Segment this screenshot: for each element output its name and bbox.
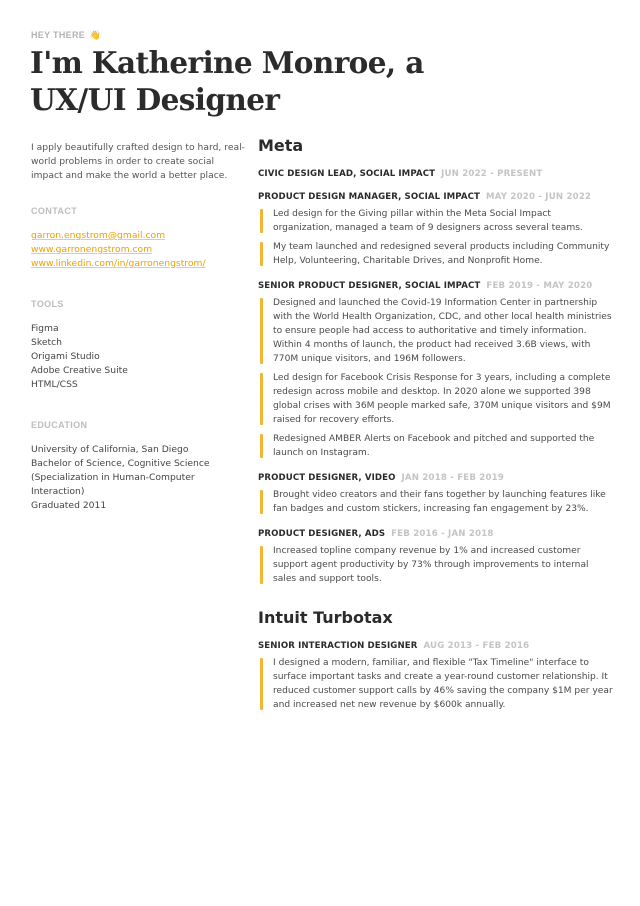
role-header <box>258 192 613 202</box>
education-list <box>31 443 246 513</box>
role-title: SENIOR PRODUCT DESIGNER, SOCIAL IMPACT <box>258 281 481 291</box>
role-header <box>258 281 613 291</box>
bullet-item: Brought video creators and their fans together by launching features like fan badges and custom stickers, increasing fan engagement by 23%. <box>258 488 613 516</box>
eyebrow-greeting <box>31 30 101 41</box>
bullet-item: Led design for Facebook Crisis Response for 3 years, including a complete redesign across mobile and desktop. In 2020 alone we supported 398 global crises with 36M people marked safe, 370M unique visitors and $9M raised for recovery efforts. <box>258 371 613 427</box>
education-heading: EDUCATION <box>31 420 88 430</box>
linkedin-link[interactable]: www.linkedin.com/in/garronengstrom/ <box>31 258 206 269</box>
waving-hand-icon: 👋 <box>89 30 102 40</box>
role-dates: FEB 2019 - MAY 2020 <box>486 281 593 291</box>
email-link[interactable]: garron.engstrom@gmail.com <box>31 230 166 241</box>
company-name: Intuit Turbotax <box>258 608 393 627</box>
role-header <box>258 169 613 179</box>
role-header <box>258 641 613 651</box>
tool-item: Origami Studio <box>31 351 100 362</box>
contact-list <box>31 229 246 271</box>
role-header <box>258 529 613 539</box>
role-title: CIVIC DESIGN LEAD, SOCIAL IMPACT <box>258 169 436 179</box>
role-dates: MAY 2020 - JUN 2022 <box>486 192 592 202</box>
role-bullets <box>258 296 613 460</box>
education-line: Interaction) <box>31 486 85 497</box>
tool-item: Sketch <box>31 337 62 348</box>
intro-text: I apply beautifully crafted design to hard, real-world problems in order to create social impact and make the world a better place. <box>31 142 245 181</box>
role-title: PRODUCT DESIGNER, VIDEO <box>258 473 396 483</box>
role-bullets <box>258 544 613 586</box>
education-line: Bachelor of Science, Cognitive Science <box>31 458 210 469</box>
education-line: University of California, San Diego <box>31 444 189 455</box>
tool-item: HTML/CSS <box>31 379 78 390</box>
role-dates: AUG 2013 - FEB 2016 <box>423 641 530 651</box>
role-dates: JAN 2018 - FEB 2019 <box>401 473 505 483</box>
bullet-item: Redesigned AMBER Alerts on Facebook and pitched and supported the launch on Instagram. <box>258 432 613 460</box>
page-title: I'm Katherine Monroe, a UX/UI Designer <box>30 45 424 117</box>
role-title: PRODUCT DESIGNER, ADS <box>258 529 386 539</box>
tool-item: Adobe Creative Suite <box>31 365 128 376</box>
sidebar <box>31 141 246 513</box>
bullet-item: Designed and launched the Covid-19 Information Center in partnership with the World Health Organization, CDC, and other local health ministries to ensure people had access to authoritative and timely information. Within 4 months of launch, the product had received 3.6B views, with 770M unique visitors, and 196M followers. <box>258 296 613 366</box>
contact-heading: CONTACT <box>31 206 78 216</box>
tool-item: Figma <box>31 323 59 334</box>
experience-section <box>258 136 613 712</box>
bullet-item: Led design for the Giving pillar within the Meta Social Impact organization, managed a team of 9 designers across several teams. <box>258 207 613 235</box>
role-bullets <box>258 656 613 712</box>
education-line: (Specialization in Human-Computer <box>31 472 195 483</box>
education-line: Graduated 2011 <box>31 500 107 511</box>
bullet-item: My team launched and redesigned several products including Community Help, Volunteering, Charitable Drives, and Nonprofit Home. <box>258 240 613 268</box>
role-dates: FEB 2016 - JAN 2018 <box>391 529 494 539</box>
company-name: Meta <box>258 136 304 155</box>
role-title: SENIOR INTERACTION DESIGNER <box>258 641 418 651</box>
role-bullets <box>258 207 613 268</box>
tools-heading: TOOLS <box>31 299 64 309</box>
website-link[interactable]: www.garronengstrom.com <box>31 244 153 255</box>
eyebrow-text: HEY THERE <box>31 30 86 40</box>
bullet-item: Increased topline company revenue by 1% and increased customer support agent productivity by 73% through improvements to internal sales and support tools. <box>258 544 613 586</box>
role-bullets <box>258 488 613 516</box>
tools-list <box>31 322 246 392</box>
role-title: PRODUCT DESIGN MANAGER, SOCIAL IMPACT <box>258 192 481 202</box>
role-dates: JUN 2022 - PRESENT <box>441 169 543 179</box>
role-header <box>258 473 613 483</box>
bullet-item: I designed a modern, familiar, and flexible "Tax Timeline" interface to surface important tasks and create a year-round customer relationship. It reduced customer support calls by 46% saving the company $1M per year and increased net new revenue by $600k annually. <box>258 656 613 712</box>
